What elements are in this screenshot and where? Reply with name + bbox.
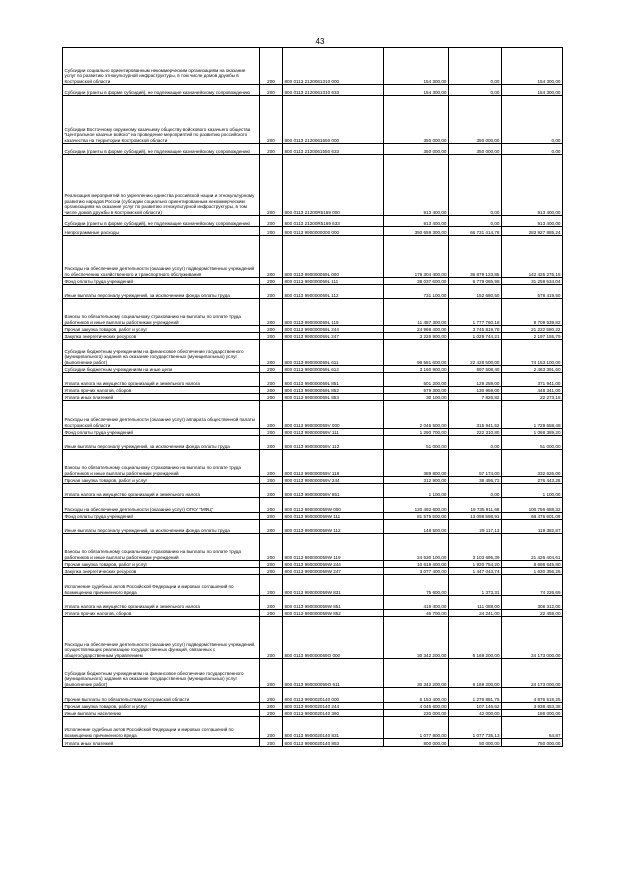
cell-name: Субсидии бюджетным учреждениям на иные цели: [63, 366, 260, 373]
cell-executed: 1 276 881,75: [449, 688, 502, 703]
cell-approved: 1 290 700,00: [384, 429, 449, 436]
cell-name: Уплата прочих налогов, сборов: [63, 610, 260, 617]
cell-name: Взносы по обязательному социальному страхованию на выплаты по оплате труда работников и иные выплаты работникам учреждений: [63, 299, 260, 326]
cell-executed: 1 373,31: [449, 575, 502, 596]
cell-approved: 3 226 900,00: [384, 333, 449, 340]
cell-executed: 0,00: [449, 484, 502, 498]
cell-unexecuted: 8 698 645,80: [502, 561, 563, 568]
cell-budget-code: 800 0113 9900020140 244: [283, 703, 384, 710]
cell-approved: 24 530 100,00: [384, 534, 449, 561]
table-row: [63, 568, 563, 575]
cell-budget-code: 800 0113 990000059W 831: [283, 575, 384, 596]
cell-name: Субсидии (гранты в форме субсидий), не подлежащие казначейскому сопровождению: [63, 85, 260, 96]
cell-budget-code: 800 0113 990000059W 852: [283, 610, 384, 617]
cell-approved: 6 153 400,00: [384, 688, 449, 703]
table-row: [63, 285, 563, 299]
cell-executed: 350 000,00: [449, 96, 502, 144]
cell-budget-code: 800 0113 2120061550 000: [283, 96, 384, 144]
cell-approved: 350 659 300,00: [384, 227, 449, 236]
cell-unexecuted: 64,87: [502, 717, 563, 739]
cell-budget-code: 800 0113 2120061310 000: [283, 48, 384, 85]
cell-line-code: 200: [260, 227, 283, 236]
cell-executed: 1 029 744,21: [449, 333, 502, 340]
cell-approved: 3 160 900,00: [384, 366, 449, 373]
table-row: [63, 236, 563, 278]
cell-line-code: 200: [260, 333, 283, 340]
cell-line-code: 200: [260, 340, 283, 366]
cell-line-code: 200: [260, 387, 283, 394]
cell-approved: 46 700,00: [384, 610, 449, 617]
cell-approved: 148 500,00: [384, 520, 449, 534]
cell-line-code: 200: [260, 575, 283, 596]
cell-approved: 389 800,00: [384, 450, 449, 477]
cell-unexecuted: 188 000,00: [502, 710, 563, 717]
cell-unexecuted: 332 626,00: [502, 450, 563, 477]
cell-name: Иные выплаты персоналу учреждений, за исключением фонда оплаты труда: [63, 436, 260, 450]
cell-line-code: 200: [260, 484, 283, 498]
cell-line-code: 200: [260, 366, 283, 373]
table-row: [63, 48, 563, 85]
cell-unexecuted: 3 938 453,38: [502, 703, 563, 710]
page-number: 43: [315, 37, 325, 46]
cell-budget-code: 800 0113 9900020140 831: [283, 717, 384, 739]
cell-unexecuted: 283 927 885,24: [502, 227, 563, 236]
cell-unexecuted: 2 197 155,79: [502, 333, 563, 340]
cell-approved: 913 400,00: [384, 216, 449, 227]
cell-budget-code: 800 0113 9900020140 360: [283, 710, 384, 717]
cell-executed: 152 680,50: [449, 285, 502, 299]
cell-budget-code: 800 0113 990000059V 244: [283, 477, 384, 484]
table-row: [63, 144, 563, 155]
cell-unexecuted: 68 476 901,09: [502, 513, 563, 520]
cell-approved: 30 342 200,00: [384, 617, 449, 659]
cell-line-code: 200: [260, 703, 283, 710]
table-row: [63, 596, 563, 610]
cell-approved: 350 000,00: [384, 144, 449, 155]
cell-line-code: 200: [260, 520, 283, 534]
cell-approved: 913 400,00: [384, 155, 449, 216]
cell-line-code: 200: [260, 373, 283, 387]
cell-budget-code: 800 0113 990000059L 111: [283, 278, 384, 285]
cell-executed: 107 146,62: [449, 703, 502, 710]
cell-executed: 29 117,13: [449, 520, 502, 534]
cell-name: Уплата иных платежей: [63, 394, 260, 401]
cell-line-code: 200: [260, 688, 283, 703]
cell-approved: 11 487 300,00: [384, 299, 449, 326]
cell-name: Субсидии бюджетным учреждениям на финансовое обеспечение государственного (муниципального) задания на оказание государственных (муниципальных) услуг (выполнение работ): [63, 659, 260, 688]
cell-executed: 50 000,00: [449, 739, 502, 747]
table-row: [63, 278, 563, 285]
table-row: [63, 484, 563, 498]
cell-executed: 0,00: [449, 155, 502, 216]
cell-approved: 81 575 500,00: [384, 513, 449, 520]
cell-budget-code: 800 0113 990000059W 111: [283, 513, 384, 520]
cell-approved: 38 037 600,00: [384, 278, 449, 285]
cell-line-code: 200: [260, 498, 283, 513]
cell-budget-code: 800 0113 990000059V 000: [283, 401, 384, 429]
cell-name: Расходы на обеспечение деятельности (оказание услуг) аппарата общественной палаты Костромской области: [63, 401, 260, 429]
cell-line-code: 200: [260, 394, 283, 401]
cell-budget-code: 800 0113 990000059V 851: [283, 484, 384, 498]
cell-name: Взносы по обязательному социальному страхованию на выплаты по оплате труда работников и иные выплаты работникам учреждений: [63, 450, 260, 477]
cell-budget-code: 800 0113 990000059L 000: [283, 236, 384, 278]
cell-name: Фонд оплаты труда учреждений: [63, 429, 260, 436]
cell-budget-code: 800 0113 990000059O 611: [283, 659, 384, 688]
cell-name: Субсидии социально ориентированным некоммерческим организациям на оказание услуг по развитию этнокультурной инфраструктуры, в том числе домов дружбы в Костромской области: [63, 48, 260, 85]
cell-budget-code: 800 0113 990000059L 244: [283, 326, 384, 333]
cell-line-code: 200: [260, 401, 283, 429]
cell-unexecuted: 750 000,00: [502, 739, 563, 747]
cell-approved: 154 300,00: [384, 85, 449, 96]
table-row: [63, 366, 563, 373]
cell-unexecuted: 448 341,00: [502, 387, 563, 394]
cell-executed: 42 000,00: [449, 710, 502, 717]
cell-name: Субсидии Восточному окружному казачьему обществу войскового казачьего общества "Центральное казачье войско" на проведение мероприятий по развитию российского казачества на территории Костромской области: [63, 96, 260, 144]
cell-line-code: 200: [260, 561, 283, 568]
table-row: [63, 450, 563, 477]
cell-executed: 22 428 500,00: [449, 340, 502, 366]
cell-approved: 1 100,00: [384, 484, 449, 498]
cell-line-code: 200: [260, 477, 283, 484]
cell-unexecuted: 154 300,00: [502, 48, 563, 85]
table-row: [63, 326, 563, 333]
table-row: [63, 96, 563, 144]
cell-name: Иные выплаты персоналу учреждений, за исключением фонда оплаты труда: [63, 285, 260, 299]
cell-unexecuted: 51 000,00: [502, 436, 563, 450]
cell-approved: 350 000,00: [384, 96, 449, 144]
cell-unexecuted: 1 100,00: [502, 484, 563, 498]
cell-name: Закупка энергетических ресурсов: [63, 333, 260, 340]
cell-executed: 0,00: [449, 216, 502, 227]
cell-name: Непрограммные расходы: [63, 227, 260, 236]
cell-name: Прочая закупка товаров, работ и услуг: [63, 326, 260, 333]
cell-budget-code: 800 0113 990000059W 851: [283, 596, 384, 610]
cell-line-code: 200: [260, 534, 283, 561]
cell-approved: 579 300,00: [384, 387, 449, 394]
cell-line-code: 200: [260, 596, 283, 610]
cell-line-code: 200: [260, 568, 283, 575]
cell-unexecuted: 276 443,28: [502, 477, 563, 484]
cell-budget-code: 800 0113 990000059L 247: [283, 333, 384, 340]
cell-executed: 0,00: [449, 436, 502, 450]
cell-budget-code: 800 0113 990000059W 119: [283, 534, 384, 561]
cell-approved: 501 200,00: [384, 373, 449, 387]
cell-line-code: 200: [260, 710, 283, 717]
cell-approved: 10 619 400,00: [384, 561, 449, 568]
cell-unexecuted: 0,00: [502, 144, 563, 155]
cell-executed: 129 259,00: [449, 373, 502, 387]
table-row: [63, 575, 563, 596]
cell-executed: 19 735 911,68: [449, 498, 502, 513]
cell-approved: 96 581 600,00: [384, 340, 449, 366]
cell-line-code: 200: [260, 739, 283, 747]
cell-executed: 7 826,82: [449, 394, 502, 401]
table-row: [63, 394, 563, 401]
cell-line-code: 200: [260, 429, 283, 436]
cell-budget-code: 800 0113 21200R5169 633: [283, 216, 384, 227]
cell-line-code: 200: [260, 96, 283, 144]
table-row: [63, 534, 563, 561]
cell-unexecuted: 913 400,00: [502, 216, 563, 227]
cell-unexecuted: 1 630 356,26: [502, 568, 563, 575]
cell-budget-code: 800 0113 990000059V 119: [283, 450, 384, 477]
table-row: [63, 429, 563, 436]
cell-line-code: 200: [260, 717, 283, 739]
cell-budget-code: 800 0113 990000059O 000: [283, 617, 384, 659]
cell-budget-code: 800 0113 990000059W 244: [283, 561, 384, 568]
cell-unexecuted: 4 876 518,25: [502, 688, 563, 703]
cell-name: Уплата иных платежей: [63, 739, 260, 747]
cell-unexecuted: 22 459,00: [502, 610, 563, 617]
table-row: [63, 561, 563, 568]
cell-line-code: 200: [260, 155, 283, 216]
cell-unexecuted: 154 300,00: [502, 85, 563, 96]
table-row: [63, 739, 563, 747]
table-row: [63, 387, 563, 394]
cell-unexecuted: 74 226,69: [502, 575, 563, 596]
cell-unexecuted: 31 258 534,04: [502, 278, 563, 285]
cell-unexecuted: 2 463 391,60: [502, 366, 563, 373]
cell-budget-code: 800 0113 990000059L 612: [283, 366, 384, 373]
cell-executed: 0,00: [449, 85, 502, 96]
cell-executed: 6 779 065,98: [449, 278, 502, 285]
cell-name: Субсидии бюджетным учреждениям на финансовое обеспечение государственного (муниципального) задания на оказание государственных (муниципальных) услуг (выполнение работ): [63, 340, 260, 366]
cell-executed: 130 959,00: [449, 387, 502, 394]
cell-line-code: 200: [260, 617, 283, 659]
table-row: [63, 216, 563, 227]
cell-unexecuted: 371 941,00: [502, 373, 563, 387]
cell-budget-code: 800 0113 2120061550 633: [283, 144, 384, 155]
cell-executed: 13 098 598,91: [449, 513, 502, 520]
cell-executed: 24 241,00: [449, 610, 502, 617]
cell-approved: 154 300,00: [384, 48, 449, 85]
cell-unexecuted: 24 173 000,00: [502, 617, 563, 659]
cell-unexecuted: 142 425 276,15: [502, 236, 563, 278]
table-row: [63, 610, 563, 617]
table-row: [63, 436, 563, 450]
cell-budget-code: 800 0113 990000059W 112: [283, 520, 384, 534]
cell-name: Реализация мероприятий по укреплению единства российской нации и этнокультурному развитию народов России (субсидии социально ориентированным некоммерческим организациям на оказание услуг по развитию этнокультурной инфраструктуры, в том числе домов дружбы в Костромской области): [63, 155, 260, 216]
cell-unexecuted: 1 729 558,48: [502, 401, 563, 429]
cell-name: Закупка энергетических ресурсов: [63, 568, 260, 575]
cell-line-code: 200: [260, 299, 283, 326]
cell-name: Иные выплаты населению: [63, 710, 260, 717]
cell-name: Расходы на обеспечение деятельности (оказание услуг) подведомственных учреждений по обеспечению хозяйственного и транспортного обслуживания: [63, 236, 260, 278]
cell-name: Уплата налога на имущество организаций и земельного налога: [63, 484, 260, 498]
budget-table-body: [63, 48, 563, 747]
cell-name: Субсидии (гранты в форме субсидий), не подлежащие казначейскому сопровождению: [63, 144, 260, 155]
cell-unexecuted: 913 400,00: [502, 155, 563, 216]
cell-line-code: 200: [260, 144, 283, 155]
cell-budget-code: 800 0113 9900020140 000: [283, 688, 384, 703]
cell-approved: 120 492 600,00: [384, 498, 449, 513]
cell-executed: 1 777 760,18: [449, 299, 502, 326]
cell-line-code: 200: [260, 85, 283, 96]
cell-budget-code: 800 0113 990000059L 853: [283, 394, 384, 401]
cell-approved: 419 400,00: [384, 596, 449, 610]
cell-line-code: 200: [260, 326, 283, 333]
cell-approved: 4 045 600,00: [384, 703, 449, 710]
cell-approved: 312 900,00: [384, 477, 449, 484]
cell-approved: 24 968 400,00: [384, 326, 449, 333]
cell-unexecuted: 9 709 539,82: [502, 299, 563, 326]
cell-executed: 36 456,72: [449, 477, 502, 484]
cell-approved: 179 304 400,00: [384, 236, 449, 278]
cell-executed: 36 879 123,85: [449, 236, 502, 278]
table-row: [63, 717, 563, 739]
cell-budget-code: 800 0113 990000059L 611: [283, 340, 384, 366]
cell-budget-code: 800 0113 990000059W 000: [283, 498, 384, 513]
cell-name: Уплата налога на имущество организаций и земельного налога: [63, 373, 260, 387]
cell-executed: 57 174,00: [449, 450, 502, 477]
cell-unexecuted: 119 382,87: [502, 520, 563, 534]
cell-name: Уплата налога на имущество организаций и земельного налога: [63, 596, 260, 610]
cell-name: Уплата прочих налогов, сборов: [63, 387, 260, 394]
cell-line-code: 200: [260, 436, 283, 450]
cell-unexecuted: 21 426 404,61: [502, 534, 563, 561]
table-row: [63, 85, 563, 96]
cell-unexecuted: 100 756 688,32: [502, 498, 563, 513]
table-row: [63, 333, 563, 340]
cell-approved: 3 077 400,00: [384, 568, 449, 575]
cell-name: Субсидии (гранты в форме субсидий), не подлежащие казначейскому сопровождению: [63, 216, 260, 227]
cell-executed: 315 941,52: [449, 401, 502, 429]
cell-name: Прочие выплаты по обязательствам Костромской области: [63, 688, 260, 703]
cell-executed: 111 088,00: [449, 596, 502, 610]
cell-name: Взносы по обязательному социальному страхованию на выплаты по оплате труда работников и иные выплаты работникам учреждений: [63, 534, 260, 561]
cell-line-code: 200: [260, 285, 283, 299]
cell-unexecuted: 0,00: [502, 96, 563, 144]
cell-budget-code: 800 0113 9900020140 853: [283, 739, 384, 747]
cell-line-code: 200: [260, 278, 283, 285]
table-row: [63, 477, 563, 484]
cell-line-code: 200: [260, 450, 283, 477]
table-row: [63, 710, 563, 717]
table-row: [63, 340, 563, 366]
table-row: [63, 299, 563, 326]
cell-name: Исполнение судебных актов Российской Федерации и мировых соглашений по возмещению причиненного вреда: [63, 717, 260, 739]
cell-executed: 1 077 735,13: [449, 717, 502, 739]
cell-budget-code: 800 0113 990000059L 112: [283, 285, 384, 299]
cell-approved: 51 000,00: [384, 436, 449, 450]
cell-executed: 6 169 200,00: [449, 617, 502, 659]
cell-approved: 230 000,00: [384, 710, 449, 717]
cell-executed: 6 169 200,00: [449, 659, 502, 688]
cell-executed: 697 508,40: [449, 366, 502, 373]
table-row: [63, 703, 563, 710]
cell-executed: 1 920 754,20: [449, 561, 502, 568]
cell-line-code: 200: [260, 513, 283, 520]
cell-budget-code: 800 0113 2120061310 633: [283, 85, 384, 96]
cell-budget-code: 800 0113 990000059V 112: [283, 436, 384, 450]
table-row: [63, 373, 563, 387]
cell-budget-code: 800 0113 9900000000 000: [283, 227, 384, 236]
cell-executed: 3 103 695,39: [449, 534, 502, 561]
cell-name: Прочая закупка товаров, работ и услуг: [63, 477, 260, 484]
cell-budget-code: 800 0113 21200R5169 000: [283, 155, 384, 216]
cell-line-code: 200: [260, 610, 283, 617]
table-row: [63, 498, 563, 513]
cell-approved: 30 342 200,00: [384, 659, 449, 688]
cell-line-code: 200: [260, 216, 283, 227]
cell-name: Расходы на обеспечение деятельности (оказание услуг) ОГКУ "МФЦ": [63, 498, 260, 513]
cell-unexecuted: 1 068 389,20: [502, 429, 563, 436]
cell-approved: 30 100,00: [384, 394, 449, 401]
cell-unexecuted: 578 419,50: [502, 285, 563, 299]
cell-approved: 75 600,00: [384, 575, 449, 596]
cell-line-code: 200: [260, 236, 283, 278]
cell-unexecuted: 24 173 000,00: [502, 659, 563, 688]
table-row: [63, 401, 563, 429]
cell-budget-code: 800 0113 990000059W 247: [283, 568, 384, 575]
cell-name: Фонд оплаты труда учреждений: [63, 513, 260, 520]
cell-budget-code: 800 0113 990000059L 851: [283, 373, 384, 387]
cell-unexecuted: 308 312,00: [502, 596, 563, 610]
table-row: [63, 617, 563, 659]
table-row: [63, 227, 563, 236]
cell-executed: 3 745 819,78: [449, 326, 502, 333]
cell-approved: 1 077 800,00: [384, 717, 449, 739]
cell-unexecuted: 74 153 100,00: [502, 340, 563, 366]
cell-name: Иные выплаты персоналу учреждений, за исключением фонда оплаты труда: [63, 520, 260, 534]
cell-name: Исполнение судебных актов Российской Федерации и мировых соглашений по возмещению причиненного вреда: [63, 575, 260, 596]
cell-line-code: 200: [260, 48, 283, 85]
table-row: [63, 688, 563, 703]
cell-name: Расходы на обеспечение деятельности (оказание услуг) подведомственных учреждений, осуществляющих реализацию государственных функций, связанных с общегосударственным управлением: [63, 617, 260, 659]
cell-approved: 731 100,00: [384, 285, 449, 299]
table-row: [63, 155, 563, 216]
table-row: [63, 513, 563, 520]
cell-budget-code: 800 0113 990000059L 852: [283, 387, 384, 394]
table-row: [63, 520, 563, 534]
cell-approved: 2 045 500,00: [384, 401, 449, 429]
cell-name: Прочая закупка товаров, работ и услуг: [63, 561, 260, 568]
cell-executed: 1 447 043,74: [449, 568, 502, 575]
cell-name: Прочая закупка товаров, работ и услуг: [63, 703, 260, 710]
cell-line-code: 200: [260, 659, 283, 688]
cell-executed: 350 000,00: [449, 144, 502, 155]
cell-executed: 0,00: [449, 48, 502, 85]
cell-budget-code: 800 0113 990000059L 119: [283, 299, 384, 326]
cell-unexecuted: 21 222 580,22: [502, 326, 563, 333]
cell-name: Фонд оплаты труда учреждений: [63, 278, 260, 285]
cell-executed: 222 310,80: [449, 429, 502, 436]
cell-budget-code: 800 0113 990000059V 111: [283, 429, 384, 436]
table-row: [63, 659, 563, 688]
cell-executed: 66 731 414,76: [449, 227, 502, 236]
budget-table: [62, 47, 563, 747]
cell-unexecuted: 22 273,18: [502, 394, 563, 401]
cell-approved: 800 000,00: [384, 739, 449, 747]
